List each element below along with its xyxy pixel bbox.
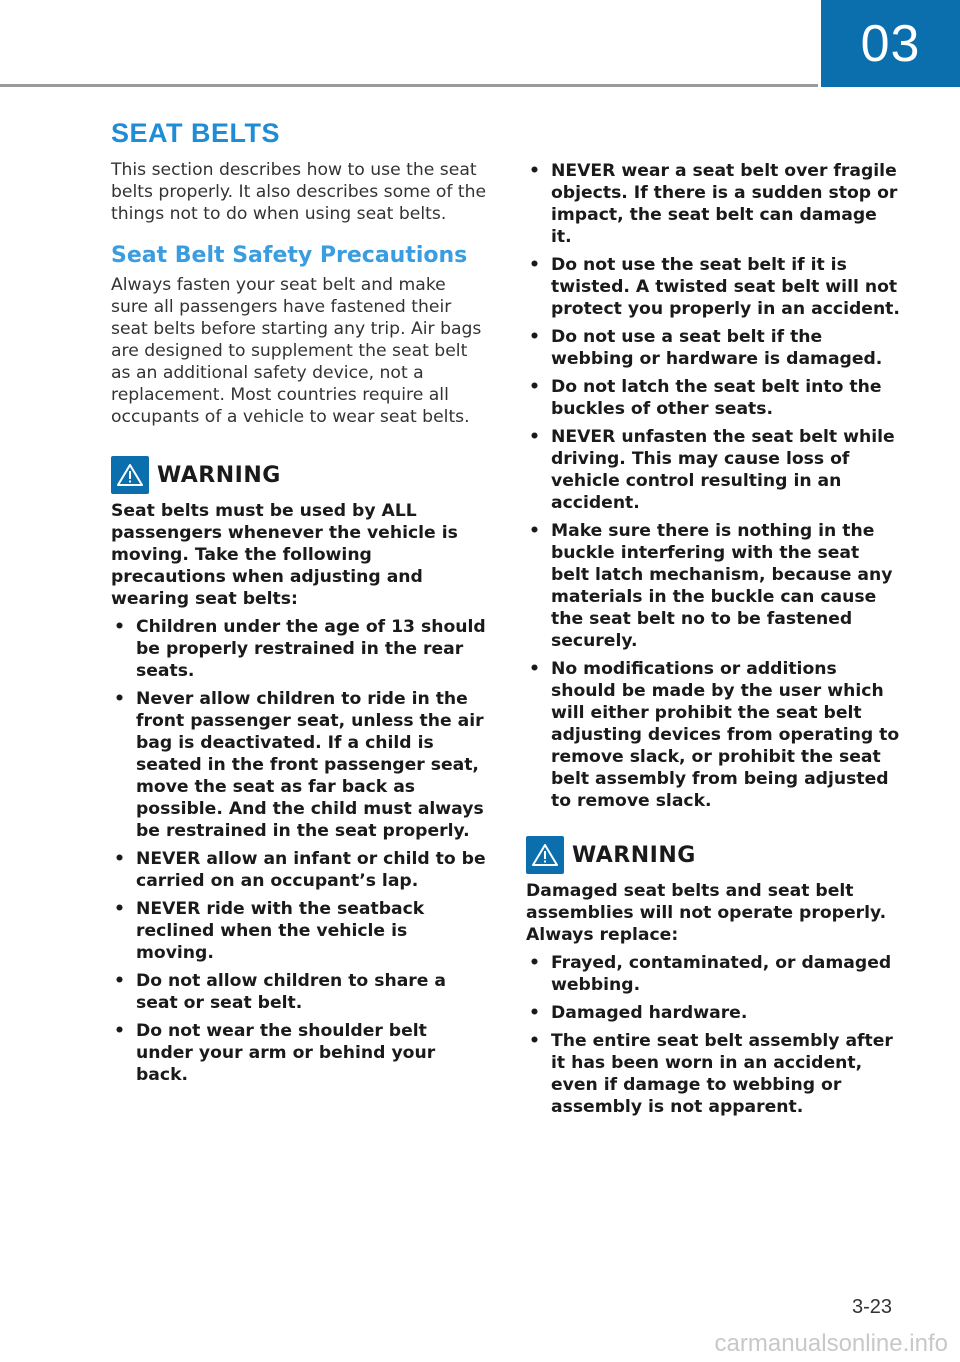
list-item: • Children under the age of 13 should be properly restrained in the rear seats. (111, 616, 487, 682)
header-rule (0, 84, 818, 87)
right-column (526, 160, 902, 1124)
warning-list (526, 952, 902, 1118)
list-item: • The entire seat belt assembly after it has been worn in an accident, even if damage to webbing or assembly is not apparent. (526, 1030, 902, 1118)
list-item: • Do not use the seat belt if it is twisted. A twisted seat belt will not protect you properly in an accident. (526, 254, 902, 320)
list-item: • Do not wear the shoulder belt under your arm or behind your back. (111, 1020, 487, 1086)
list-item: • Frayed, contaminated, or damaged webbing. (526, 952, 902, 996)
list-item: • Do not use a seat belt if the webbing or hardware is damaged. (526, 326, 902, 370)
list-item: • Do not allow children to share a seat or seat belt. (111, 970, 487, 1014)
list-item: • Make sure there is nothing in the buckle interfering with the seat belt latch mechanism, because any materials in the buckle can cause the seat belt no to be fastened securely. (526, 520, 902, 652)
chapter-tab: 03 (821, 0, 960, 87)
list-item: • NEVER wear a seat belt over fragile objects. If there is a sudden stop or impact, the seat belt can damage it. (526, 160, 902, 248)
warning-title: WARNING (572, 842, 696, 868)
warning-intro: Seat belts must be used by ALL passengers whenever the vehicle is moving. Take the following precautions when adjusting and wearing seat belts: (111, 501, 458, 609)
warning-box-1 (111, 456, 487, 1086)
list-item: • Never allow children to ride in the front passenger seat, unless the air bag is deactivated. If a child is seated in the front passenger seat, move the seat as far back as possible. And the child must always be restrained in the seat properly. (111, 688, 487, 842)
subsection-title: Seat Belt Safety Precautions (111, 243, 468, 268)
warning-header (111, 456, 487, 494)
list-item: • Do not latch the seat belt into the buckles of other seats. (526, 376, 902, 420)
section-intro: This section describes how to use the seat belts properly. It also describes some of the things not to do when using seat belts. (111, 160, 487, 224)
list-item: • Damaged hardware. (526, 1002, 902, 1024)
warning-title: WARNING (157, 462, 281, 488)
warning-header (526, 836, 902, 874)
warning-list (111, 616, 487, 1086)
watermark: carmanualsonline.info (714, 1330, 948, 1357)
list-item: • NEVER ride with the seatback reclined when the vehicle is moving. (111, 898, 487, 964)
warning-box-2 (526, 836, 902, 1118)
page-number: 3-23 (851, 1296, 892, 1318)
precaution-list (526, 160, 902, 812)
list-item: • NEVER allow an infant or child to be carried on an occupant’s lap. (111, 848, 487, 892)
warning-triangle-icon (526, 836, 564, 874)
warning-triangle-icon (111, 456, 149, 494)
section-title: SEAT BELTS (111, 118, 281, 148)
precautions-text: Always fasten your seat belt and make sure all passengers have fastened their seat belts before starting any trip. Air bags are designed to supplement the seat belt as an additional safety device, not a replacement. Most countries require all occupants of a vehicle to wear seat belts. (111, 275, 482, 427)
left-column (111, 118, 487, 1092)
list-item: • NEVER unfasten the seat belt while driving. This may cause loss of vehicle control resulting in an accident. (526, 426, 902, 514)
warning-intro: Damaged seat belts and seat belt assemblies will not operate properly. Always replace: (526, 881, 887, 945)
list-item: • No modifications or additions should be made by the user which will either prohibit the seat belt adjusting devices from operating to remove slack, or prohibit the seat belt assembly from being adjusted to remove slack. (526, 658, 902, 812)
